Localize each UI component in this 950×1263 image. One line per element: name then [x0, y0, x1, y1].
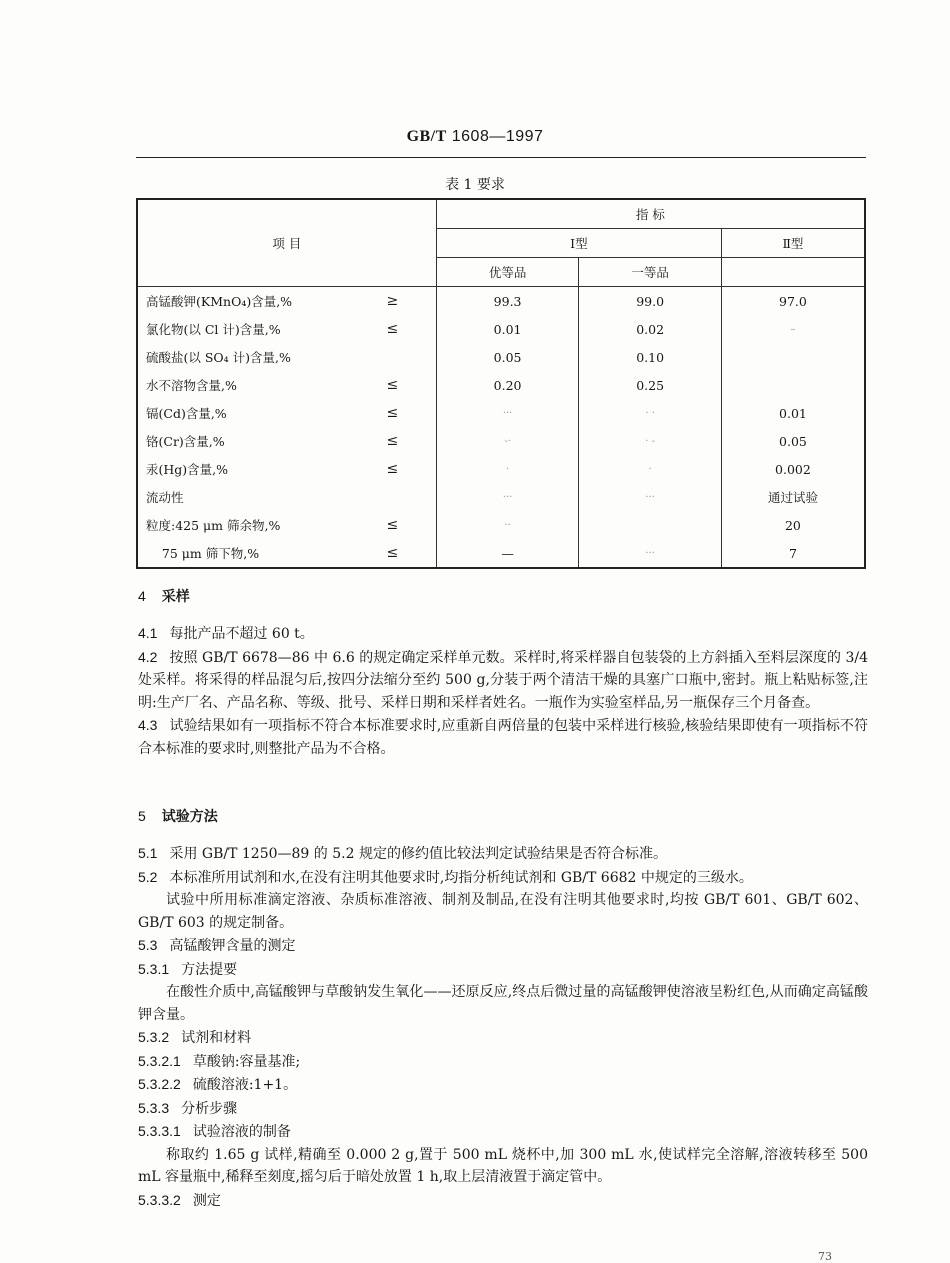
- clause-number: 5.3: [138, 937, 158, 953]
- header-type2: Ⅱ型: [721, 229, 865, 258]
- row-value-c: 0.01: [721, 399, 865, 427]
- clause-5-3-3-2: [138, 1189, 868, 1213]
- clause-number: 5.1: [138, 845, 158, 861]
- clause-5-3-3-1: [138, 1120, 868, 1144]
- clause-number: 4.3: [138, 717, 158, 733]
- row-value-c: –: [721, 315, 865, 343]
- row-value-a: 0.01: [436, 315, 579, 343]
- clause-number: 5.3.2.1: [138, 1052, 181, 1069]
- row-symbol: ≤: [386, 433, 399, 449]
- clause-5-3-3: [138, 1097, 868, 1121]
- row-value-c: 7: [721, 539, 865, 568]
- row-value-a: 99.3: [436, 287, 579, 316]
- table-row: [137, 399, 865, 427]
- row-value-c: 97.0: [721, 287, 865, 316]
- row-symbol: ≤: [386, 517, 399, 533]
- clause-5-3: [138, 934, 868, 958]
- row-item: 氯化物(以 Cl 计)含量,%: [146, 322, 281, 337]
- clause-5-1: [138, 842, 868, 866]
- header-grade-empty: [721, 258, 865, 287]
- clause-text: 高锰酸钾含量的测定: [169, 938, 296, 954]
- row-item: 镉(Cd)含量,%: [146, 406, 227, 421]
- row-symbol: [386, 343, 436, 371]
- clause-text: 方法提要: [181, 961, 238, 978]
- section-4-heading: [138, 586, 190, 607]
- row-value-c: 0.05: [721, 427, 865, 455]
- clause-5-3-3-1-para: 称取约 1.65 g 试样,精确至 0.000 2 g,置于 500 mL 烧杯中,加 300 mL 水,使试样完全溶解,溶液转移至 500 mL 容量瓶中,稀释至刻度,摇匀后于暗处放置 1 h,取上层清液置于滴定管中。: [138, 1146, 868, 1185]
- clause-text: 采用 GB/T 1250—89 的 5.2 规定的修约值比较法判定试验结果是否符合标准。: [169, 846, 667, 862]
- table-row: [137, 483, 865, 511]
- row-item: 流动性: [146, 490, 184, 505]
- header-rule: [136, 157, 866, 158]
- row-value-a: ···: [436, 483, 579, 511]
- row-value-a: 0.20: [436, 371, 579, 399]
- standard-code: [0, 128, 950, 146]
- clause-number: 4.2: [138, 648, 158, 665]
- table-row: [137, 343, 865, 371]
- page-number: 73: [818, 1250, 832, 1263]
- table-row: [137, 539, 865, 568]
- row-value-c: [721, 343, 865, 371]
- standard-code-number: 1608—1997: [446, 128, 544, 145]
- table-row: [137, 287, 865, 316]
- row-value-b: ···: [579, 539, 722, 568]
- clause-5-2: [138, 866, 868, 890]
- table-row: [137, 315, 865, 343]
- clause-5-3-2: [138, 1026, 868, 1050]
- row-item: 粒度:425 μm 筛余物,%: [146, 518, 281, 533]
- row-symbol: ≥: [386, 293, 399, 309]
- clause-text: 试验溶液的制备: [192, 1124, 291, 1140]
- row-value-c: [721, 371, 865, 399]
- clause-number: 5.3.3.2: [138, 1191, 181, 1208]
- table-row: [137, 371, 865, 399]
- row-value-a: 0.05: [436, 343, 579, 371]
- section-5-heading: [138, 806, 218, 827]
- row-value-a: ·: [436, 455, 579, 483]
- row-value-a: ···: [436, 399, 579, 427]
- row-symbol: ≤: [386, 321, 399, 337]
- table-row: [137, 427, 865, 455]
- row-value-b: 99.0: [579, 287, 722, 316]
- clause-number: 5.3.1: [138, 960, 170, 977]
- clause-text: 硫酸溶液:1+1。: [192, 1077, 298, 1093]
- row-symbol: ≤: [386, 461, 399, 477]
- clause-5-3-2-1: [138, 1050, 868, 1074]
- row-value-b: 0.10: [579, 343, 722, 371]
- section-5-number: 5: [138, 808, 146, 824]
- table-row: [137, 511, 865, 539]
- requirements-table: [136, 198, 866, 569]
- row-symbol: ≤: [386, 405, 399, 421]
- header-grade-b: 一等品: [579, 258, 722, 287]
- row-value-a: ··: [436, 511, 579, 539]
- clause-4-3: [138, 714, 868, 760]
- section-4-title: 采样: [161, 589, 190, 605]
- clause-number: 5.2: [138, 868, 158, 885]
- header-type1: Ⅰ型: [436, 229, 721, 258]
- section-4-body: [138, 622, 868, 760]
- row-value-c: 20: [721, 511, 865, 539]
- section-4-number: 4: [138, 588, 146, 604]
- clause-5-3-1: [138, 958, 868, 982]
- clause-text: 测定: [192, 1192, 221, 1209]
- row-item: 铬(Cr)含量,%: [146, 434, 225, 449]
- row-symbol: [386, 483, 436, 511]
- row-item: 高锰酸钾(KMnO₄)含量,%: [146, 294, 293, 309]
- row-value-b: 0.02: [579, 315, 722, 343]
- header-item: 项 目: [137, 199, 436, 287]
- header-grade-a: 优等品: [436, 258, 579, 287]
- clause-text: 分析步骤: [181, 1100, 238, 1117]
- table-caption: 表 1 要求: [445, 177, 505, 193]
- clause-text: 草酸钠:容量基准;: [192, 1053, 301, 1070]
- row-value-b: 0.25: [579, 371, 722, 399]
- clause-5-3-2-2: [138, 1073, 868, 1097]
- row-item: 75 μm 筛下物,%: [146, 546, 260, 561]
- row-item: 硫酸盐(以 SO₄ 计)含量,%: [146, 350, 291, 365]
- clause-number: 5.3.2: [138, 1029, 170, 1045]
- row-value-b: [579, 511, 722, 539]
- clause-number: 4.1: [138, 625, 158, 641]
- clause-number: 5.3.2.2: [138, 1076, 181, 1092]
- row-symbol: ≤: [386, 545, 399, 561]
- section-5-title: 试验方法: [161, 809, 218, 825]
- row-value-b: ···: [579, 483, 722, 511]
- row-value-a: -·: [436, 427, 579, 455]
- row-value-c: 通过试验: [721, 483, 865, 511]
- table-row: [137, 455, 865, 483]
- clause-4-2: [138, 646, 868, 715]
- row-value-c: 0.002: [721, 455, 865, 483]
- clause-text: 试剂和材料: [181, 1030, 252, 1046]
- clause-4-1: [138, 622, 868, 646]
- row-value-b: · ·: [579, 399, 722, 427]
- section-5-body: [138, 842, 868, 1212]
- clause-number: 5.3.3: [138, 1099, 170, 1116]
- row-value-b: ·: [579, 455, 722, 483]
- header-indicator: 指 标: [436, 199, 865, 229]
- clause-number: 5.3.3.1: [138, 1123, 181, 1139]
- clause-text: 本标准所用试剂和水,在没有注明其他要求时,均指分析纯试剂和 GB/T 6682 中规定的三级水。: [169, 869, 753, 886]
- row-symbol: ≤: [386, 377, 399, 393]
- row-item: 水不溶物含量,%: [146, 378, 237, 393]
- clause-5-2-para: 试验中所用标准滴定溶液、杂质标准溶液、制剂及制品,在没有注明其他要求时,均按 GB/T 601、GB/T 602、GB/T 603 的规定制备。: [138, 892, 868, 931]
- clause-text: 按照 GB/T 6678—86 中 6.6 的规定确定采样单元数。采样时,将采样器自包装袋的上方斜插入至料层深度的 3/4 处采样。将采得的样品混匀后,按四分法缩分至约 500 g,分装于两个清洁干燥的具塞广口瓶中,密封。瓶上粘贴标签,注明:生产厂名、产品名称、等级、批号、采样日期和采样者姓名。一瓶作为实验室样品,另一瓶保存三个月备查。: [138, 649, 868, 711]
- table-header-row: [137, 199, 865, 229]
- row-item: 汞(Hg)含量,%: [146, 462, 229, 477]
- clause-text: 试验结果如有一项指标不符合本标准要求时,应重新自两倍量的包装中采样进行核验,核验结果即使有一项指标不符合本标准的要求时,则整批产品为不合格。: [138, 718, 868, 757]
- row-value-b: · -: [579, 427, 722, 455]
- standard-code-prefix: GB/T: [406, 128, 447, 145]
- row-value-a: —: [436, 539, 579, 568]
- clause-5-3-1-para: 在酸性介质中,高锰酸钾与草酸钠发生氧化——还原反应,终点后微过量的高锰酸钾使溶液呈粉红色,从而确定高锰酸钾含量。: [138, 984, 868, 1023]
- clause-text: 每批产品不超过 60 t。: [169, 626, 314, 642]
